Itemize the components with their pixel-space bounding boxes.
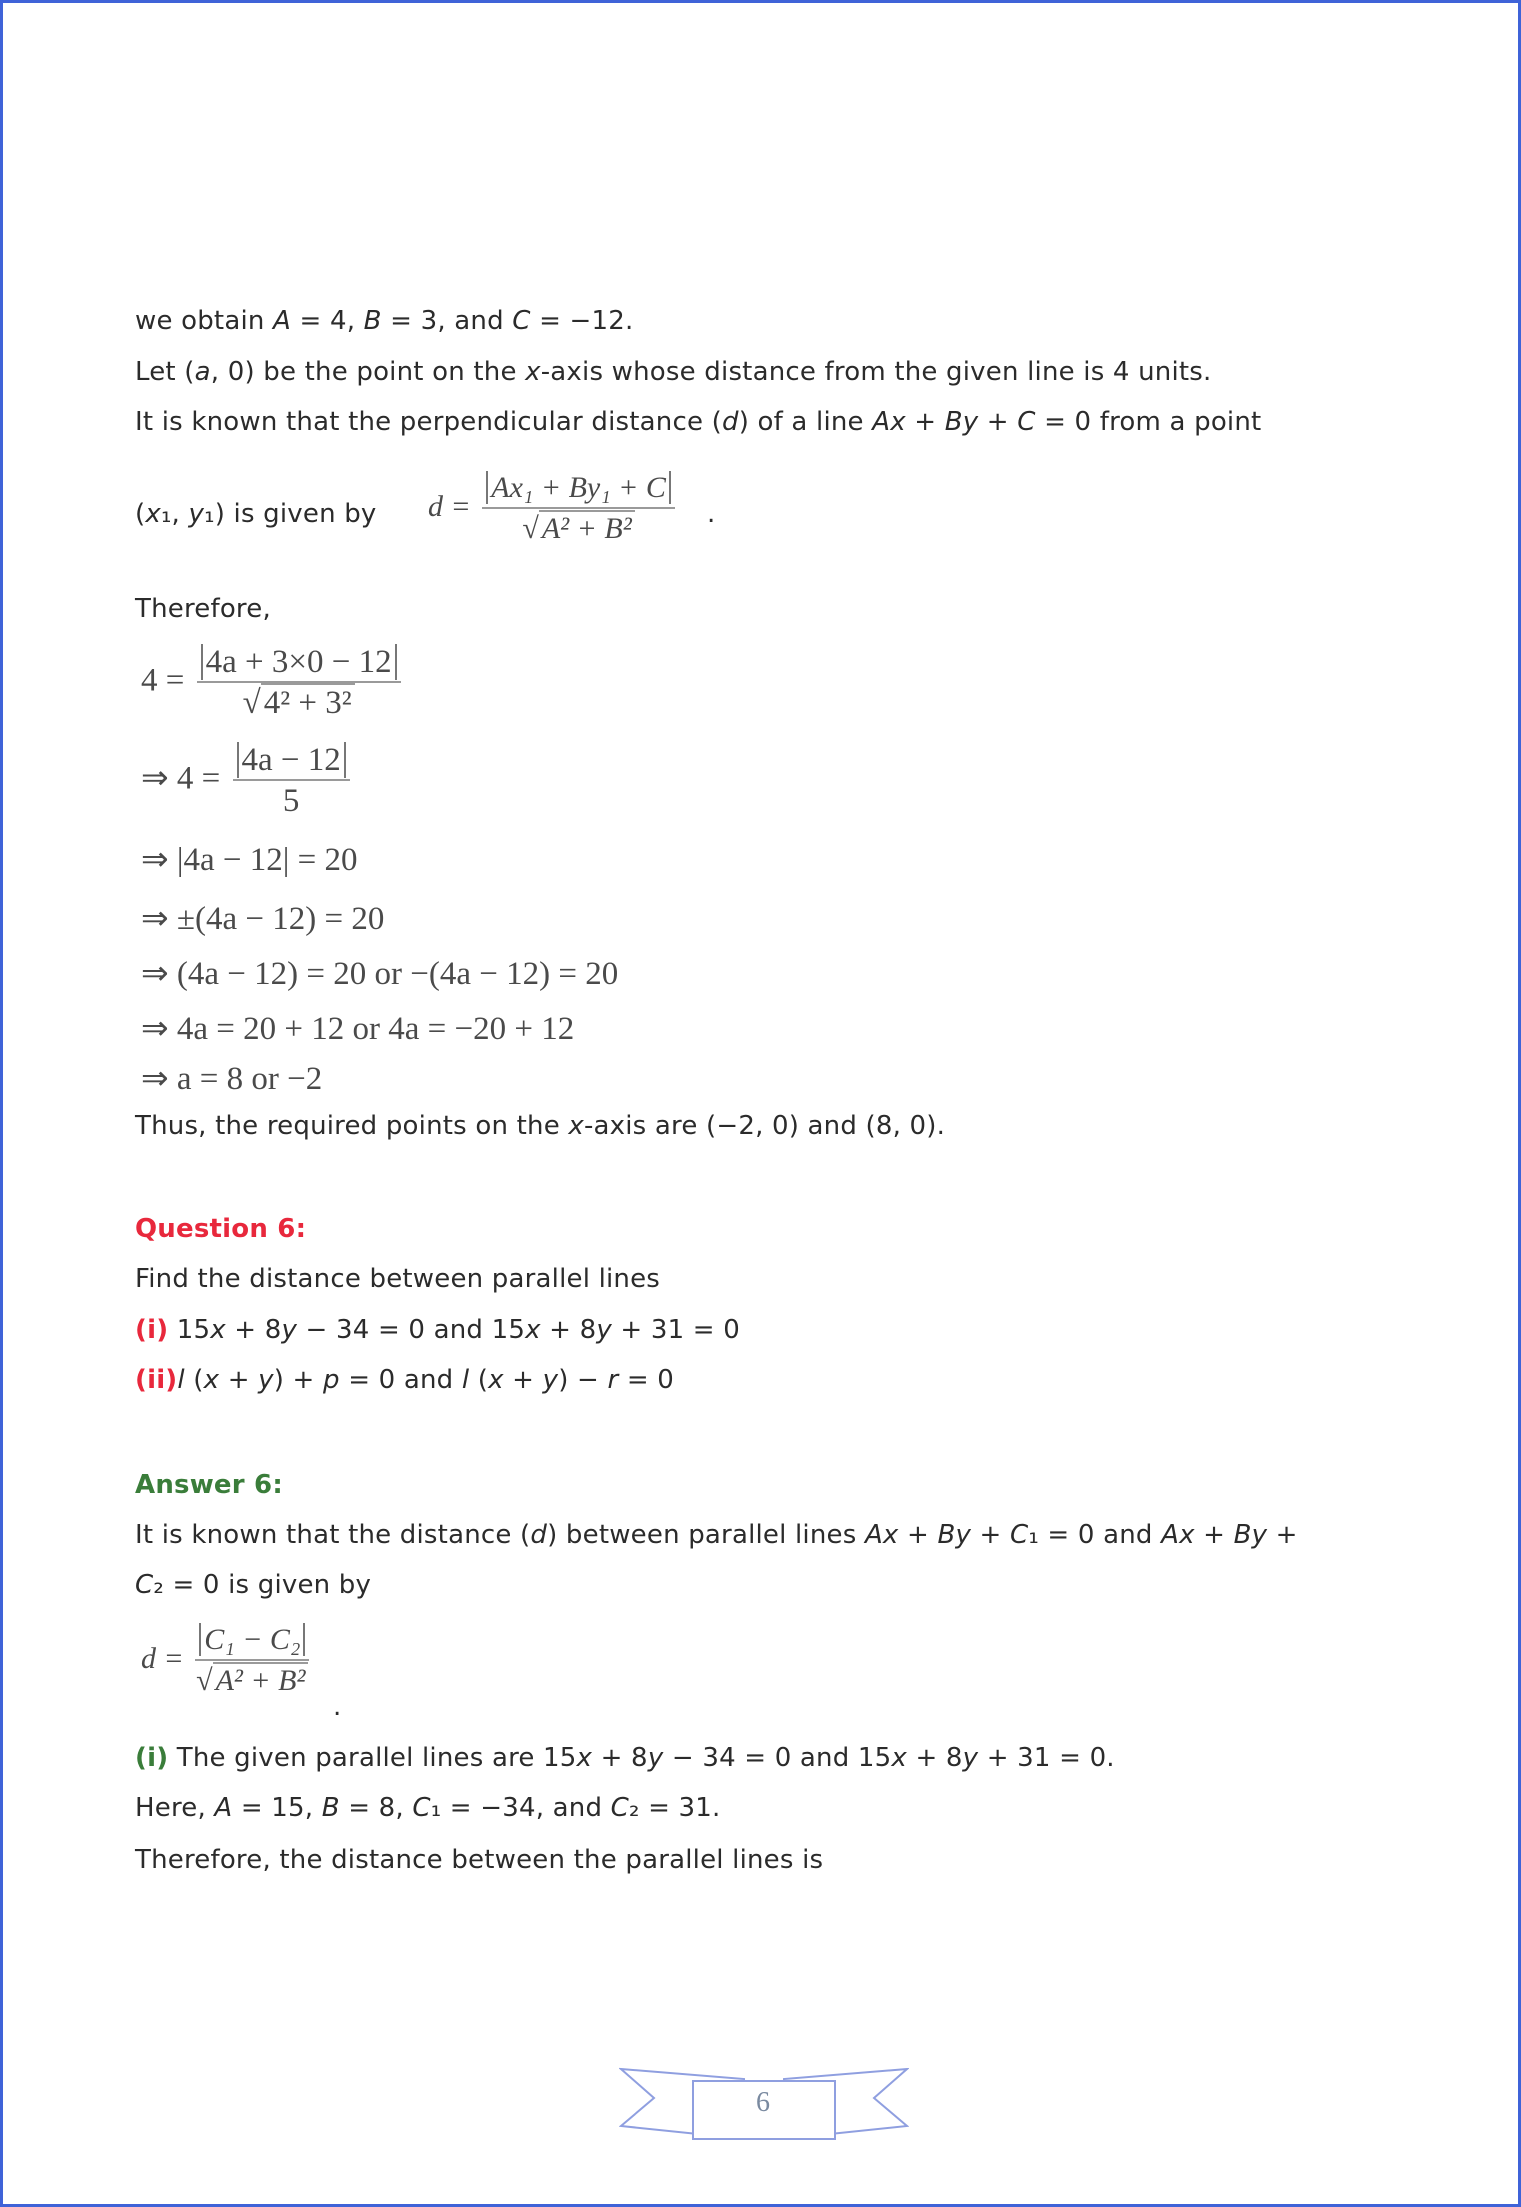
text-segment: -axis are (−2, 0) and (8, 0). — [583, 1111, 946, 1141]
text-line — [135, 404, 1261, 440]
italic-variable: x — [210, 1315, 226, 1345]
text-segment: + 8 — [540, 1315, 597, 1345]
text-line — [135, 496, 377, 532]
equation-step-1: 4 = $\frac{4a + 3\times 0 - 12}{\text{√4² + 3²}}$ — [141, 643, 401, 723]
text-segment: ) − — [558, 1365, 608, 1395]
text-segment: + — [219, 1365, 259, 1395]
italic-variable: l — [177, 1365, 185, 1395]
text-segment: = 8, — [339, 1793, 413, 1823]
formula-denominator: A² + B² — [539, 510, 635, 545]
text-segment: ) + — [273, 1365, 324, 1395]
text-segment: + 31 = 0. — [978, 1743, 1115, 1773]
page-number: 6 — [756, 2087, 770, 2118]
parallel-distance-formula: d = $\frac{\text{C₁ − C₂}}{\text{√ A² + B²}}$ — [141, 1621, 309, 1701]
formula-lhs: d = — [141, 1641, 184, 1675]
text-segment: + — [971, 1520, 1010, 1550]
text-segment: Here, — [135, 1793, 215, 1823]
text-segment: ₂ = 31. — [629, 1793, 721, 1823]
text-segment: Therefore, the distance between the parallel lines is — [135, 1845, 824, 1875]
question-part — [135, 1362, 674, 1398]
equation-lhs: ⇒ 4 = — [141, 760, 221, 797]
answer-part — [135, 1740, 1115, 1776]
italic-variable: x — [488, 1365, 504, 1395]
label-text: (ii) — [135, 1365, 178, 1395]
text-segment: = 4, — [291, 306, 364, 336]
text-segment: It is known that the perpendicular distance ( — [135, 407, 722, 437]
text-segment: Thus, the required points on the — [135, 1111, 569, 1141]
text-segment: + — [905, 407, 945, 437]
text-segment: − 34 = 0 and 15 — [297, 1315, 526, 1345]
distance-formula: d = $\frac{\text{Ax₁ + By₁ + C}}{\text{√ A² + B²}}$ — [428, 469, 675, 549]
formula-numerator: C₁ − C₂ — [199, 1623, 305, 1656]
text-segment: ) of a line — [738, 407, 873, 437]
equation-step-7: ⇒ a = 8 or −2 — [141, 1061, 323, 1097]
answer-heading — [135, 1467, 283, 1503]
equation-lhs: 4 = — [141, 662, 185, 699]
formula-denominator: A² + B² — [213, 1662, 309, 1697]
text-segment: − 34 = 0 and 15 — [663, 1743, 892, 1773]
italic-variable: B — [363, 306, 382, 336]
italic-variable: d — [530, 1520, 548, 1550]
text-segment: ₂ = 0 is given by — [153, 1570, 372, 1600]
italic-variable: y — [596, 1315, 612, 1345]
italic-variable: x — [525, 1315, 541, 1345]
italic-variable: Ax — [872, 407, 906, 437]
italic-variable: C — [412, 1793, 431, 1823]
italic-variable: C — [512, 306, 531, 336]
italic-variable: a — [194, 357, 211, 387]
italic-variable: Ax — [1161, 1520, 1195, 1550]
text-line — [135, 1108, 945, 1144]
text-segment: + — [898, 1520, 938, 1550]
italic-variable: B — [321, 1793, 340, 1823]
text-segment: 15 — [168, 1315, 211, 1345]
text-segment: + 8 — [592, 1743, 648, 1773]
text-line — [135, 1567, 371, 1603]
italic-variable: y — [188, 499, 205, 529]
italic-variable: y — [962, 1743, 979, 1773]
label-text: (i) — [135, 1315, 169, 1345]
text-line — [135, 1517, 1298, 1553]
italic-variable: x — [203, 1365, 220, 1395]
text-segment: = 0 and — [339, 1365, 462, 1395]
formula-lhs: d = — [428, 489, 471, 523]
italic-variable: x — [568, 1111, 584, 1141]
italic-variable: A — [273, 306, 292, 336]
text-line — [135, 303, 633, 339]
italic-variable: C — [610, 1793, 629, 1823]
text-segment: ₁ = −34, and — [430, 1793, 611, 1823]
period: . — [707, 499, 716, 529]
text-line — [135, 1842, 823, 1878]
equation-step-6: ⇒ 4a = 20 + 12 or 4a = −20 + 12 — [141, 1011, 575, 1047]
text-segment: ( — [184, 1365, 204, 1395]
text-segment: -axis whose distance from the given line is 4 units. — [540, 357, 1212, 387]
text-segment: ( — [135, 499, 146, 529]
text-segment: The given parallel lines are 15 — [168, 1743, 577, 1773]
italic-variable: Ax — [864, 1520, 899, 1550]
equation-step-3: ⇒ |4a − 12| = 20 — [141, 842, 358, 878]
question-part — [135, 1312, 740, 1348]
equation-numerator: 4a − 12 — [237, 742, 346, 778]
text-segment: + — [978, 407, 1018, 437]
text-segment: + 8 — [225, 1315, 282, 1345]
italic-variable: y — [542, 1365, 559, 1395]
text-line — [135, 354, 1212, 390]
text-segment: = 3, and — [381, 306, 513, 336]
italic-variable: p — [323, 1365, 340, 1395]
equation-step-4: ⇒ ±(4a − 12) = 20 — [141, 901, 385, 937]
text-segment: = −12. — [530, 306, 634, 336]
italic-variable: y — [281, 1315, 298, 1345]
label-text: Answer 6: — [135, 1470, 283, 1500]
period: . — [333, 1692, 342, 1722]
label-text: Question 6: — [135, 1214, 307, 1244]
text-segment: + — [1194, 1520, 1234, 1550]
text-segment: + — [503, 1365, 543, 1395]
text-segment: , 0) be the point on the — [210, 357, 526, 387]
italic-variable: C — [1017, 407, 1036, 437]
italic-variable: x — [891, 1743, 907, 1773]
equation-numerator: 4a + 3×0 − 12 — [201, 644, 397, 680]
text-segment: It is known that the distance ( — [135, 1520, 531, 1550]
text-segment: ₁, — [160, 499, 189, 529]
italic-variable: r — [607, 1365, 619, 1395]
italic-variable: d — [721, 407, 739, 437]
italic-variable: y — [647, 1743, 664, 1773]
italic-variable: By — [1233, 1520, 1268, 1550]
italic-variable: C — [135, 1570, 154, 1600]
equation-step-5: ⇒ (4a − 12) = 20 or −(4a − 12) = 20 — [141, 956, 619, 992]
text-line — [135, 1790, 721, 1826]
text-segment: Find the distance between parallel lines — [135, 1264, 661, 1294]
text-segment: + — [1267, 1520, 1298, 1550]
text-segment: = 15, — [232, 1793, 322, 1823]
text-segment: = 0 — [618, 1365, 675, 1395]
label-text: (i) — [135, 1743, 169, 1773]
text-line — [135, 1261, 660, 1297]
italic-variable: By — [944, 407, 979, 437]
text-segment: ) between parallel lines — [547, 1520, 865, 1550]
italic-variable: x — [576, 1743, 593, 1773]
italic-variable: x — [145, 499, 161, 529]
italic-variable: y — [258, 1365, 274, 1395]
question-heading — [135, 1211, 306, 1247]
italic-variable: A — [214, 1793, 233, 1823]
equation-step-2 — [141, 741, 350, 821]
text-segment: + 8 — [906, 1743, 963, 1773]
equation-denominator: 4² + 3² — [261, 683, 355, 721]
text-segment: = 0 from a point — [1035, 407, 1262, 437]
text-segment: Therefore, — [135, 594, 271, 624]
italic-variable: l — [461, 1365, 470, 1395]
text-segment: ₁) is given by — [204, 499, 377, 529]
italic-variable: x — [525, 357, 541, 387]
text-line — [135, 591, 271, 627]
text-segment: we obtain — [135, 306, 274, 336]
equation-denominator: 5 — [282, 783, 300, 819]
text-segment: ₁ = 0 and — [1028, 1520, 1162, 1550]
text-segment: Let ( — [135, 357, 195, 387]
text-segment: ( — [469, 1365, 489, 1395]
formula-numerator: Ax₁ + By₁ + C — [486, 471, 671, 504]
italic-variable: C — [1009, 1520, 1029, 1550]
text-segment: + 31 = 0 — [611, 1315, 740, 1345]
italic-variable: By — [937, 1520, 972, 1550]
